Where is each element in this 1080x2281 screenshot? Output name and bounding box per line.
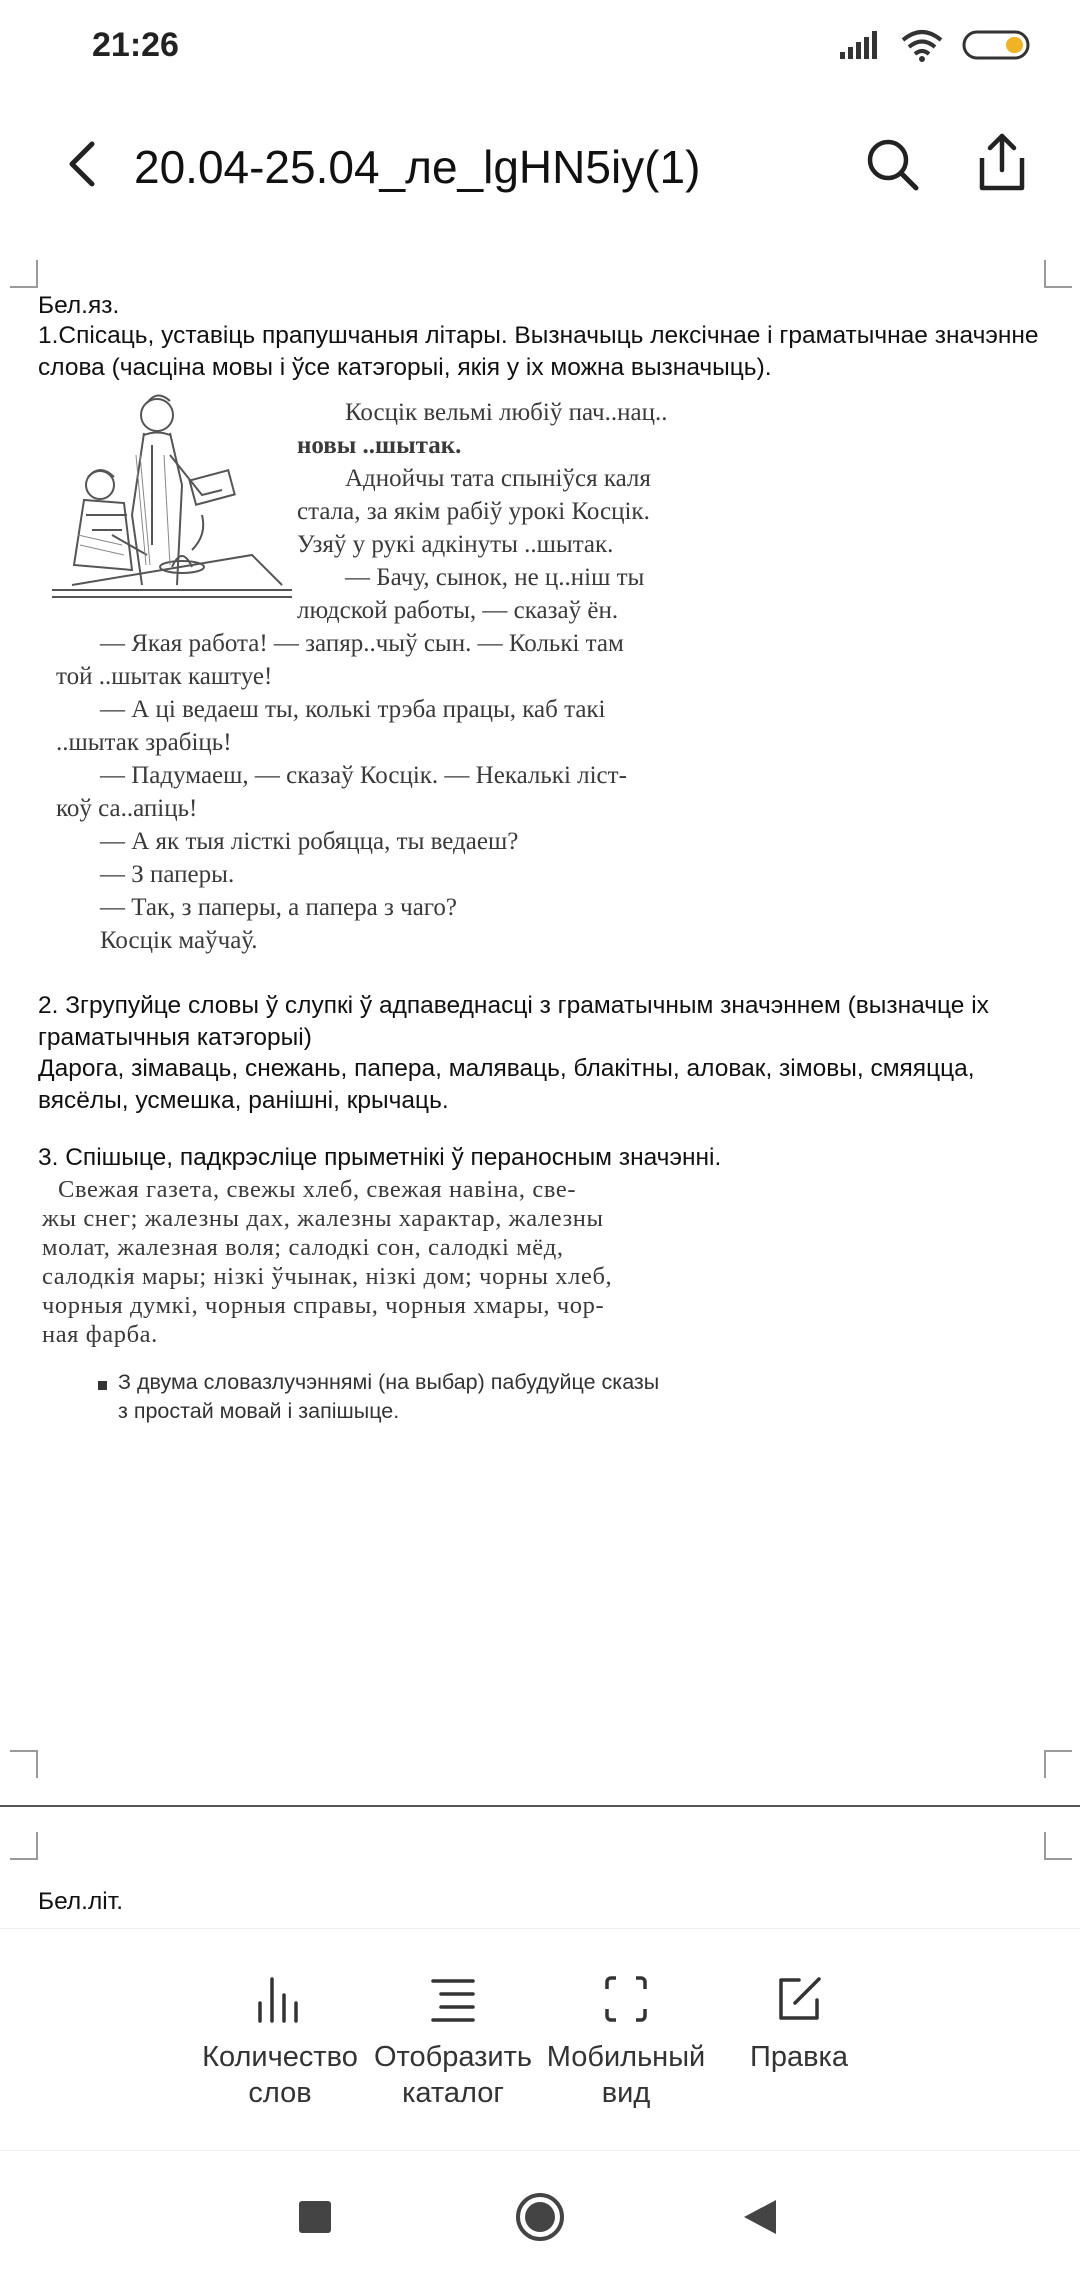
bullet-icon xyxy=(98,1381,107,1390)
search-icon[interactable] xyxy=(862,134,922,194)
fullscreen-icon xyxy=(600,1973,652,2025)
page-corner-mark xyxy=(1044,1832,1072,1860)
page-corner-mark xyxy=(10,1750,38,1778)
task-3-note: З двума словазлучэннямі (на выбар) пабудуйце сказы xyxy=(118,1370,660,1394)
passage-line: — Падумаеш, — сказаў Косцік. — Некалькі ліст- xyxy=(100,762,627,789)
passage-line: Косцік вельмі любіў пач..нац.. xyxy=(345,399,668,426)
passage-line: — Якая работа! — запяр..чыў сын. — Колькі там xyxy=(100,630,624,657)
passage-line: стала, за якім рабіў урокі Косцік. xyxy=(297,498,650,525)
edit-button[interactable] xyxy=(714,1973,884,2075)
bottom-toolbar xyxy=(0,1928,1080,2149)
task-3-line: салодкія мары; нізкі ўчынак, нізкі дом; чорны хлеб, xyxy=(42,1263,613,1290)
passage-line: людской работы, — сказаў ён. xyxy=(297,597,619,624)
status-icons xyxy=(838,28,1032,62)
passage-line: новы ..шытак. xyxy=(297,432,462,459)
show-catalog-label xyxy=(368,2039,538,2111)
page-corner-mark xyxy=(1044,1750,1072,1778)
word-count-label xyxy=(195,2039,365,2111)
signal-icon xyxy=(838,30,882,60)
page-corner-mark xyxy=(10,1832,38,1860)
bar-chart-icon xyxy=(254,1973,306,2025)
status-time: 21:26 xyxy=(92,26,179,64)
mobile-view-label-line: вид xyxy=(601,2077,651,2109)
wifi-icon xyxy=(900,28,944,62)
word-count-button[interactable] xyxy=(195,1973,365,2111)
show-catalog-label-line: Отобразить xyxy=(373,2041,533,2073)
task-3-line: жы снег; жалезны дах, жалезны характар, жалезны xyxy=(42,1205,604,1232)
task-1-text: 1.Спісаць, уставіць прапушчаныя літары. Вызначыць лексічнае і граматычнае значэнне слова (часціна мовы і ўсе катэгорыі, якія у іх можна вызначыць). xyxy=(38,322,1039,381)
passage-line: — Так, з паперы, а папера з чаго? xyxy=(100,894,458,921)
task-2-heading: 2. Згрупуйце словы ў слупкі ў адпаведнасці з граматычным значэннем (вызначце іх граматычныя катэгорыі) xyxy=(38,992,989,1051)
task-3-line: чорныя думкі, чорныя справы, чорныя хмары, чор- xyxy=(42,1292,605,1319)
passage-line: Узяў у рукі адкінуты ..шытак. xyxy=(297,531,614,558)
back-triangle-icon[interactable] xyxy=(742,2198,778,2236)
mobile-view-button[interactable] xyxy=(541,1973,711,2111)
list-icon xyxy=(427,1973,479,2025)
task-3-line: молат, жалезная воля; салодкі сон, салодкі мёд, xyxy=(42,1234,564,1261)
word-count-label-line: слов xyxy=(248,2077,312,2109)
passage-line: ..шытак зрабіць! xyxy=(56,729,232,756)
document-title: 20.04-25.04_ле_lgHN5iy(1) xyxy=(134,141,701,193)
stop-square-icon[interactable] xyxy=(298,2200,332,2234)
edit-icon xyxy=(773,1973,825,2025)
mobile-view-label xyxy=(541,2039,711,2111)
back-arrow-icon[interactable] xyxy=(58,136,114,192)
page-corner-mark xyxy=(1044,260,1072,288)
task-3-line: Свежая газета, свежы хлеб, свежая навіна, све- xyxy=(58,1176,577,1203)
subject-heading: Бел.яз. xyxy=(38,292,120,319)
task-3-line: ная фарба. xyxy=(42,1321,158,1348)
edit-label: Правка xyxy=(750,2041,848,2073)
passage-line: — З паперы. xyxy=(100,861,235,888)
word-count-label-line: Количество xyxy=(202,2041,358,2073)
show-catalog-label-line: каталог xyxy=(402,2077,504,2109)
subject-heading: Бел.літ. xyxy=(38,1888,124,1915)
app-bar xyxy=(0,96,1080,236)
passage-line: Аднойчы тата спыніўся каля xyxy=(345,465,651,492)
battery-icon xyxy=(962,29,1032,61)
system-nav-bar xyxy=(0,2150,1080,2281)
home-circle-icon[interactable] xyxy=(515,2192,565,2242)
status-bar xyxy=(0,0,1080,96)
passage-line: коў са..апіць! xyxy=(56,795,198,822)
page-separator xyxy=(0,1805,1080,1807)
father-and-son-illustration xyxy=(52,385,292,625)
passage-line: Косцік маўчаў. xyxy=(100,927,258,954)
passage-line: — Бачу, сынок, не ц..ніш ты xyxy=(345,564,645,591)
show-catalog-button[interactable] xyxy=(368,1973,538,2111)
passage-line: — А як тыя лісткі робяцца, ты ведаеш? xyxy=(100,828,519,855)
mobile-view-label-line: Мобильный xyxy=(546,2041,706,2073)
task-3-note: з простай мовай і запішыце. xyxy=(118,1399,400,1423)
passage-line: — А ці ведаеш ты, колькі трэба працы, каб такі xyxy=(100,696,606,723)
passage-line: той ..шытак каштуе! xyxy=(56,663,273,690)
task-2-words: Дарога, зімаваць, снежань, папера, маляваць, блакітны, аловак, зімовы, смяяцца, вясёлы, усмешка, ранішні, крычаць. xyxy=(38,1055,975,1114)
task-3-heading: 3. Спішыце, падкрэсліце прыметнікі ў пераносным значэнні. xyxy=(38,1144,722,1171)
share-icon[interactable] xyxy=(972,130,1032,194)
document-view[interactable] xyxy=(0,250,1080,1915)
page-corner-mark xyxy=(10,260,38,288)
